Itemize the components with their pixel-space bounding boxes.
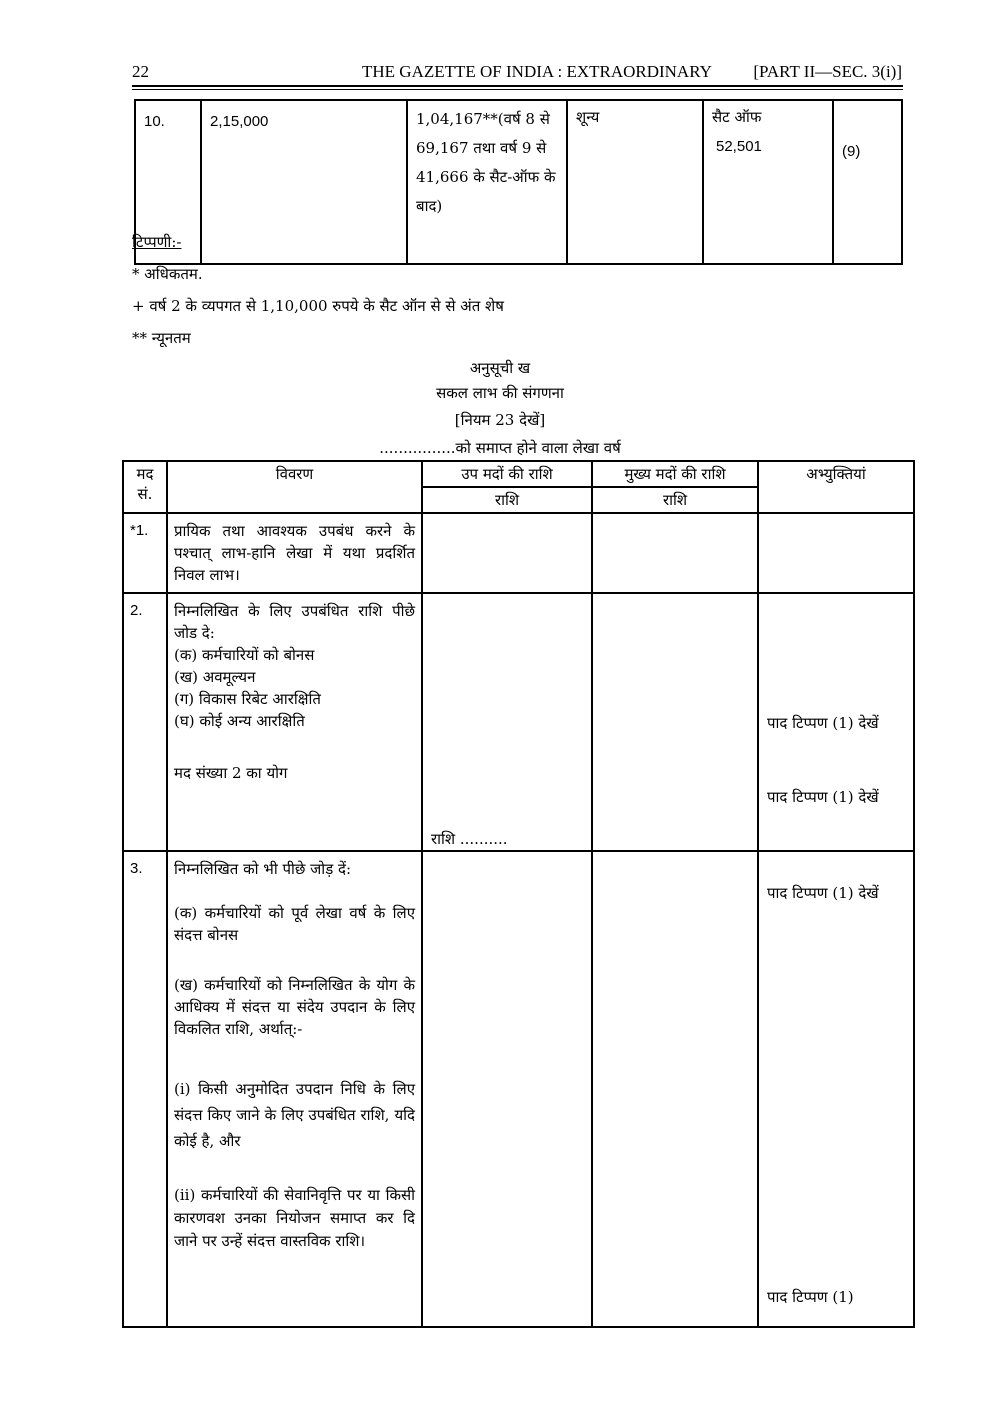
sub-item: (ग) विकास रिबेट आरक्षिति	[174, 690, 321, 708]
table-row	[123, 513, 914, 593]
setoff-line: 1,04,167**(वर्ष 8 से	[416, 110, 550, 128]
description-cell	[167, 851, 422, 1327]
amount-cell: 2,15,000	[201, 100, 407, 264]
main-amount-cell	[592, 851, 758, 1327]
main-items-header: मुख्य मदों की राशि	[592, 461, 758, 487]
header-rule-thin	[132, 89, 903, 90]
amount-header: राशि	[422, 487, 592, 513]
nil-cell: शून्य	[567, 100, 703, 264]
gross-profit-table	[122, 460, 915, 1328]
sub-amount-cell	[422, 593, 592, 851]
main-amount-cell	[592, 513, 758, 593]
header-rule	[132, 85, 903, 87]
sub-item: (ख) कर्मचारियों को निम्नलिखित के योग के आधिक्य में संदत्त या संदेय उपदान के लिए विकलित राशि, अर्थात्:-	[174, 976, 415, 1038]
setoff-line: बाद)	[416, 197, 443, 215]
sub-items-header: उप मदों की राशि	[422, 461, 592, 487]
amount-line: राशि ..........	[431, 830, 508, 848]
setoff-cell	[703, 100, 833, 264]
schedule-title: अनुसूची ख	[469, 359, 531, 377]
description-header: विवरण	[167, 461, 422, 513]
rule-reference: [नियम 23 देखें]	[454, 411, 546, 429]
footnote-ref: पाद टिप्पण (1)	[767, 1288, 854, 1306]
sub-item: (घ) कोई अन्य आरक्षिति	[174, 712, 305, 730]
sub-item: (ii) कर्मचारियों की सेवानिवृत्ति पर या किसी कारणवश उनका नियोजन समाप्त कर दि जाने पर उन्हें संदत्त वास्तविक राशि।	[174, 1186, 415, 1250]
reference-cell: (9)	[833, 100, 902, 264]
footnote-ref: पाद टिप्पण (1) देखें	[767, 714, 879, 732]
remarks-cell	[758, 851, 914, 1327]
table-row	[123, 593, 914, 851]
item-no-cell: 3.	[123, 851, 167, 1327]
note-item: ** न्यूनतम	[132, 329, 191, 347]
setoff-value: 52,501	[716, 138, 762, 155]
schedule-subtitle: सकल लाभ की संगणना	[436, 384, 564, 402]
row-intro: निम्नलिखित को भी पीछे जोड़ दें:	[174, 860, 352, 878]
note-item: * अधिकतम.	[132, 265, 203, 283]
item-no-header-line: मद	[136, 465, 154, 483]
sub-item: (क) कर्मचारियों को बोनस	[174, 646, 315, 664]
sub-item: (ख) अवमूल्यन	[174, 668, 256, 686]
table-row	[135, 100, 902, 264]
setoff-line: 69,167 तथा वर्ष 9 से	[416, 139, 547, 157]
main-amount-cell	[592, 593, 758, 851]
item-no-header	[123, 461, 167, 513]
amount-header: राशि	[592, 487, 758, 513]
note-item: + वर्ष 2 के व्यपगत से 1,10,000 रुपये के सैट ऑन से से अंत शेष	[132, 297, 504, 315]
item-no-cell: 2.	[123, 593, 167, 851]
sub-item: (क) कर्मचारियों को पूर्व लेखा वर्ष के लिए संदत्त बोनस	[174, 904, 415, 944]
total-label: मद संख्या 2 का योग	[174, 764, 288, 782]
setoff-label: सैट ऑफ	[712, 108, 762, 126]
notes-heading: टिप्पणी:-	[132, 233, 182, 251]
header-row	[123, 461, 914, 487]
section-label: [PART II—SEC. 3(i)]	[753, 62, 902, 81]
description-cell: प्रायिक तथा आवश्यक उपबंध करने के पश्चात् लाभ-हानि लेखा में यथा प्रदर्शित निवल लाभ।	[167, 513, 422, 593]
description-cell	[167, 593, 422, 851]
accounting-year-line: ................को समाप्त होने वाला लेखा वर्ष	[379, 439, 621, 457]
row-intro: निम्नलिखित के लिए उपबंधित राशि पीछे जोड दे:	[174, 602, 415, 642]
setoff-detail-cell	[407, 100, 567, 264]
remarks-cell	[758, 513, 914, 593]
serial-cell: 10.	[135, 100, 201, 264]
continued-table	[134, 99, 903, 265]
sub-amount-cell	[422, 513, 592, 593]
page-number: 22	[132, 62, 149, 81]
page-header	[132, 62, 902, 86]
item-no-cell: *1.	[123, 513, 167, 593]
table-row	[123, 851, 914, 1327]
item-no-header-line: सं.	[137, 485, 153, 503]
gazette-title: THE GAZETTE OF INDIA : EXTRAORDINARY	[362, 62, 712, 81]
sub-item: (i) किसी अनुमोदित उपदान निधि के लिए संदत्त किए जाने के लिए उपबंधित राशि, यदि कोई है, और	[174, 1080, 415, 1150]
setoff-line: 41,666 के सैट-ऑफ के	[416, 168, 556, 186]
sub-amount-cell	[422, 851, 592, 1327]
footnote-ref: पाद टिप्पण (1) देखें	[767, 788, 879, 806]
remarks-cell	[758, 593, 914, 851]
remarks-header: अभ्युक्तियां	[758, 461, 914, 513]
footnote-ref: पाद टिप्पण (1) देखें	[767, 884, 879, 902]
